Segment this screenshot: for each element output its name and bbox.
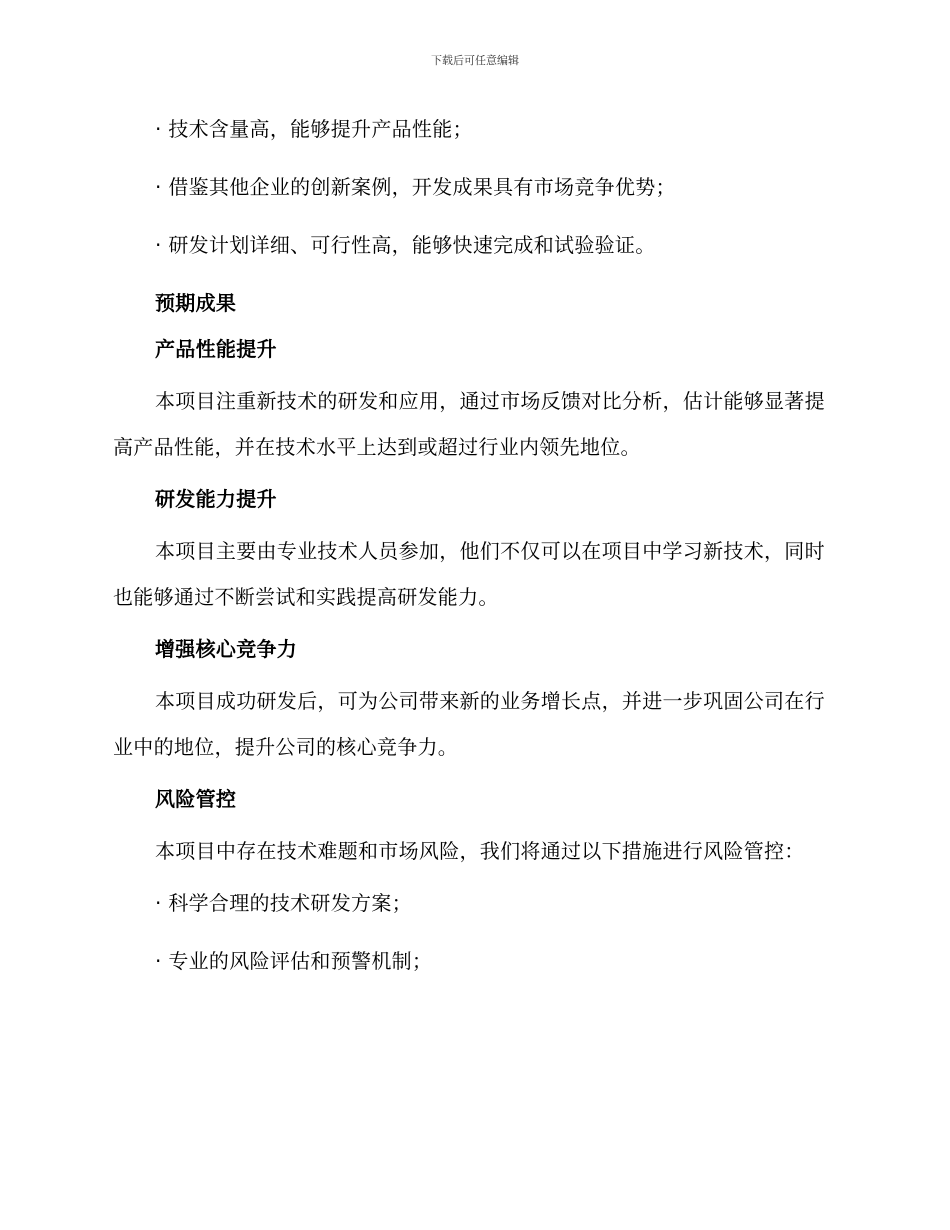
page-header: 下载后可任意编辑 bbox=[431, 54, 519, 67]
bullet-item: · 技术含量高，能够提升产品性能； bbox=[155, 117, 473, 141]
subsection-heading: 增强核心竞争力 bbox=[155, 637, 298, 661]
bullet-item: · 研发计划详细、可行性高，能够快速完成和试验验证。 bbox=[155, 233, 656, 257]
subsection-heading: 产品性能提升 bbox=[155, 337, 277, 361]
bullet-item: · 科学合理的技术研发方案； bbox=[155, 891, 412, 915]
document-body bbox=[113, 112, 833, 978]
section-heading: 风险管控 bbox=[155, 787, 237, 811]
section-heading: 预期成果 bbox=[155, 291, 237, 315]
bullet-item: · 专业的风险评估和预警机制； bbox=[155, 949, 433, 973]
subsection-heading: 研发能力提升 bbox=[155, 487, 277, 511]
body-paragraph: 本项目中存在技术难题和市场风险，我们将通过以下措施进行风险管控： bbox=[155, 839, 805, 863]
body-paragraph: 本项目成功研发后，可为公司带来新的业务增长点，并进一步巩固公司在行业中的地位，提升公司的核心竞争力。 bbox=[113, 689, 825, 759]
bullet-item: · 借鉴其他企业的创新案例，开发成果具有市场竞争优势； bbox=[155, 175, 676, 199]
body-paragraph: 本项目主要由专业技术人员参加，他们不仅可以在项目中学习新技术，同时也能够通过不断尝试和实践提高研发能力。 bbox=[113, 539, 825, 609]
body-paragraph: 本项目注重新技术的研发和应用，通过市场反馈对比分析，估计能够显著提高产品性能，并在技术水平上达到或超过行业内领先地位。 bbox=[113, 389, 825, 459]
